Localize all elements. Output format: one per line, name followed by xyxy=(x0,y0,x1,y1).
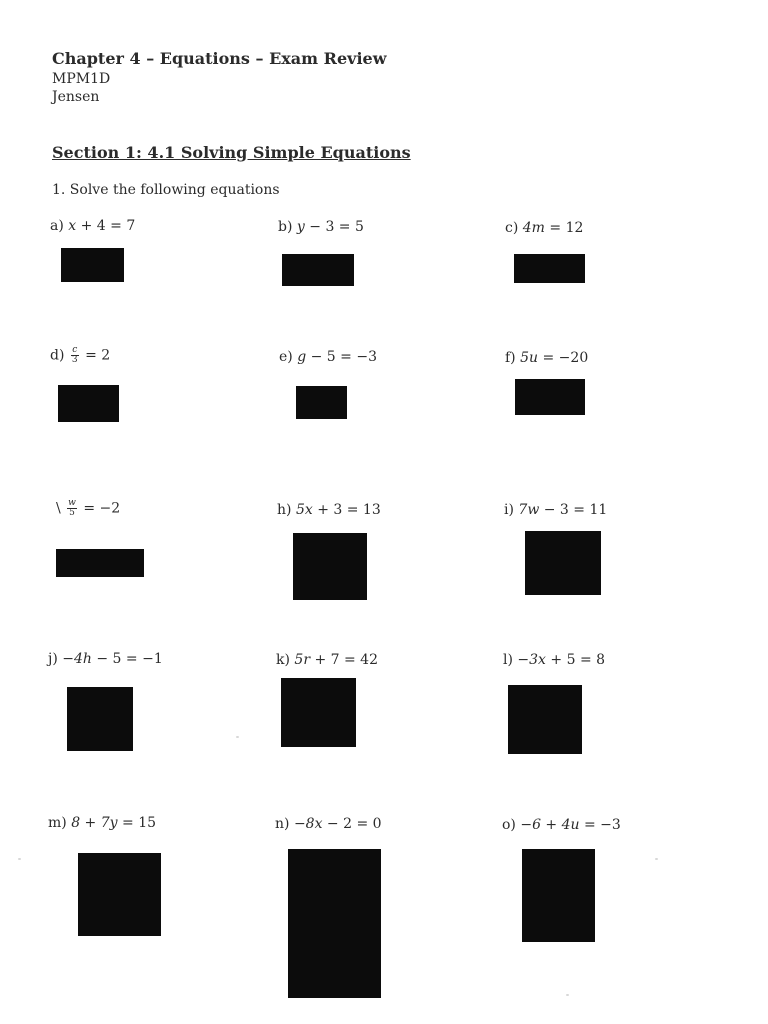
redacted-answer-i xyxy=(525,531,601,595)
problem-label: j) xyxy=(48,651,58,667)
problem-variable: 5u xyxy=(520,350,539,366)
problem-equation: − 5 = −1 xyxy=(91,651,163,667)
fraction-numerator: c xyxy=(72,345,78,355)
problem-b xyxy=(278,219,364,235)
problem-label: c) xyxy=(505,220,519,236)
fraction-denominator: 5 xyxy=(69,508,75,518)
redacted-answer-l xyxy=(508,685,582,754)
section-title: Section 1: 4.1 Solving Simple Equations xyxy=(52,143,411,162)
problem-g xyxy=(56,499,120,518)
scan-speck xyxy=(655,858,658,860)
problem-l xyxy=(503,652,605,668)
problem-equation: + 4 = 7 xyxy=(76,218,136,234)
redacted-answer-d xyxy=(58,385,119,422)
problem-variable: −3x xyxy=(517,652,546,668)
scan-speck xyxy=(236,736,239,738)
redacted-answer-c xyxy=(514,254,585,283)
problem-m xyxy=(48,815,156,831)
problem-equation: = 15 xyxy=(117,815,157,831)
fraction-denominator: 3 xyxy=(71,355,78,365)
problem-label: a) xyxy=(50,218,64,234)
problem-label: b) xyxy=(278,219,293,235)
problem-label: l) xyxy=(503,652,513,668)
fraction-numerator: w xyxy=(68,498,76,508)
redacted-answer-m xyxy=(78,853,161,936)
problem-d xyxy=(50,346,110,365)
fraction xyxy=(71,346,79,365)
fraction xyxy=(67,499,77,518)
instruction-text: 1. Solve the following equations xyxy=(52,182,280,198)
problem-variable: 5x xyxy=(295,502,313,518)
problem-e xyxy=(279,349,377,365)
problem-label: d) xyxy=(50,347,65,364)
problem-label: m) xyxy=(48,815,67,831)
problem-equation: = 12 xyxy=(544,220,584,236)
problem-variable: 4m xyxy=(522,220,545,236)
problem-o xyxy=(502,817,621,833)
problem-i xyxy=(504,502,607,518)
redacted-answer-n xyxy=(288,849,381,998)
problem-n xyxy=(275,816,382,832)
problem-label: \ xyxy=(56,500,61,517)
problem-variable: x xyxy=(68,218,77,234)
problem-equation: − 3 = 11 xyxy=(539,502,608,518)
problem-equation: + 5 = 8 xyxy=(545,652,606,668)
problem-variable: −4h xyxy=(62,651,92,667)
problem-equation: = −2 xyxy=(78,500,121,517)
redacted-answer-k xyxy=(281,678,356,747)
redacted-answer-g xyxy=(56,549,144,577)
problem-equation: = −20 xyxy=(538,350,589,366)
problem-label: k) xyxy=(276,652,290,668)
problem-equation: + 3 = 13 xyxy=(312,502,381,518)
problem-k xyxy=(276,652,378,668)
problem-label: f) xyxy=(505,350,516,366)
redacted-answer-b xyxy=(282,254,354,286)
problem-label: n) xyxy=(275,816,290,832)
course-code: MPM1D xyxy=(52,71,111,87)
problem-equation: + 7 = 42 xyxy=(310,652,378,668)
problem-equation: = −3 xyxy=(579,817,621,833)
problem-f xyxy=(505,350,588,366)
problem-variable: 7w xyxy=(518,502,540,518)
problem-variable: g xyxy=(297,349,307,365)
problem-c xyxy=(505,220,583,236)
redacted-answer-h xyxy=(293,533,367,600)
redacted-answer-j xyxy=(67,687,133,751)
problem-h xyxy=(277,502,381,518)
teacher-name: Jensen xyxy=(52,89,100,105)
problem-a xyxy=(50,218,135,234)
problem-variable: 8 + 7y xyxy=(71,815,118,831)
scan-speck xyxy=(566,994,569,996)
page-title: Chapter 4 – Equations – Exam Review xyxy=(52,49,387,68)
document-header xyxy=(52,48,386,106)
problem-variable: y xyxy=(296,219,305,235)
problem-label: i) xyxy=(504,502,514,518)
problem-label: h) xyxy=(277,502,292,518)
problem-label: e) xyxy=(279,349,293,365)
problem-variable: −8x xyxy=(293,816,323,832)
problem-equation: = 2 xyxy=(80,347,111,364)
problem-variable: −6 + 4u xyxy=(520,817,580,833)
problem-variable: 5r xyxy=(294,652,311,668)
redacted-answer-o xyxy=(522,849,595,942)
redacted-answer-f xyxy=(515,379,585,415)
scan-speck xyxy=(18,858,21,860)
problem-equation: − 2 = 0 xyxy=(322,816,382,832)
problem-equation: − 3 = 5 xyxy=(304,219,364,235)
problem-j xyxy=(48,651,163,667)
problem-label: o) xyxy=(502,817,516,833)
redacted-answer-e xyxy=(296,386,347,419)
redacted-answer-a xyxy=(61,248,124,282)
problem-equation: − 5 = −3 xyxy=(306,349,377,365)
